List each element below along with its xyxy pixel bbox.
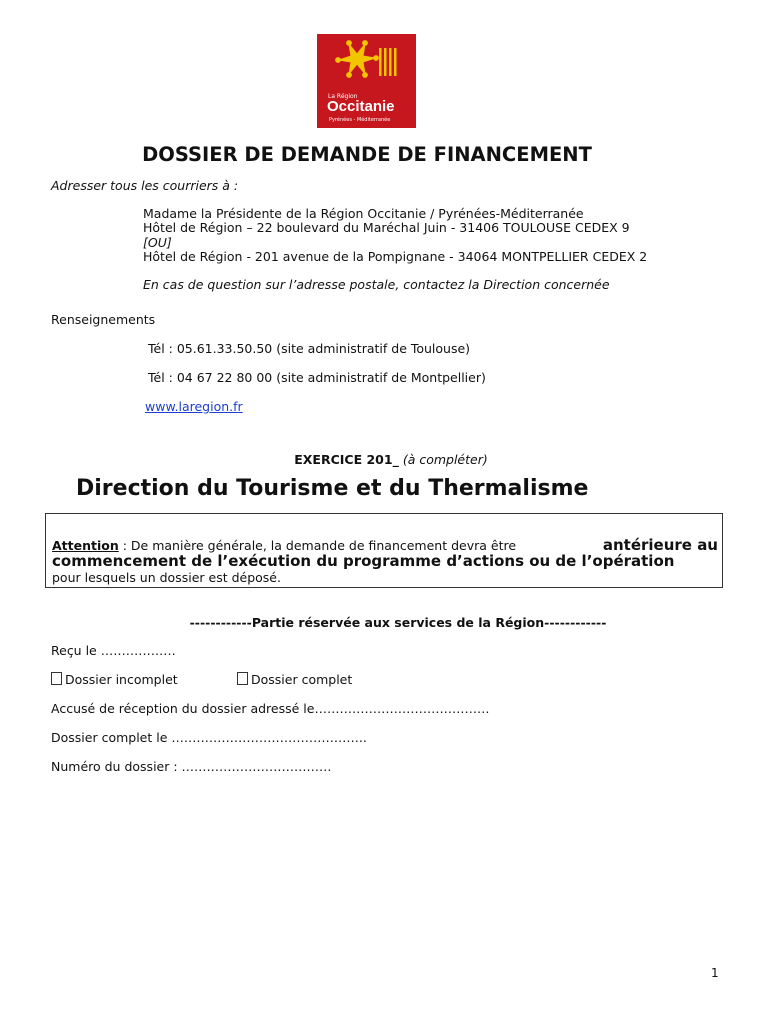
page-number: 1 — [711, 966, 719, 980]
address-line-or: [OU] — [143, 235, 172, 250]
attention-box — [45, 513, 723, 588]
dossier-complet-option[interactable] — [237, 672, 352, 687]
address-line-2: Hôtel de Région – 22 boulevard du Maréchal Juin - 31406 TOULOUSE CEDEX 9 — [143, 220, 630, 235]
renseignements-heading: Renseignements — [51, 312, 156, 327]
dossier-complet-label: Dossier complet — [251, 672, 353, 687]
accuse-reception: Accusé de réception du dossier adressé le…………………………………… — [51, 701, 490, 716]
address-line-3: Hôtel de Région - 201 avenue de la Pompignane - 34064 MONTPELLIER CEDEX 2 — [143, 249, 648, 264]
exercice-label: EXERCICE 201_ — [294, 452, 399, 467]
dossier-incomplet-option[interactable] — [51, 672, 178, 687]
dossier-complet-le: Dossier complet le ……………………………………….. — [51, 730, 367, 745]
recu-le: Reçu le ……………… — [51, 643, 176, 658]
exercice-line — [0, 452, 770, 467]
direction-title: Direction du Tourisme et du Thermalisme — [76, 476, 589, 501]
checkbox-icon[interactable] — [51, 672, 62, 685]
reserved-heading: ------------Partie réservée aux services de la Région------------ — [189, 615, 607, 630]
document-title: DOSSIER DE DEMANDE DE FINANCEMENT — [142, 143, 592, 166]
logo-subtitle: Pyrénées - Méditerranée — [329, 117, 391, 123]
logo-small-text: La Région — [328, 93, 358, 100]
numero-dossier: Numéro du dossier : ……………………………… — [51, 759, 332, 774]
occitan-cross-icon — [317, 34, 416, 94]
address-intro: Adresser tous les courriers à : — [51, 178, 239, 193]
website-link[interactable]: www.laregion.fr — [145, 399, 243, 414]
exercice-note: (à compléter) — [402, 452, 488, 467]
attention-label: Attention — [52, 538, 119, 553]
attention-emphasis-1: antérieure au — [602, 536, 718, 554]
attention-text-end: pour lesquels un dossier est déposé. — [52, 570, 281, 585]
phone-montpellier: Tél : 04 67 22 80 00 (site administratif de Montpellier) — [148, 370, 486, 385]
attention-emphasis-2: commencement de l’exécution du programme d’actions ou de l’opération — [52, 552, 675, 570]
address-line-1: Madame la Présidente de la Région Occitanie / Pyrénées-Méditerranée — [143, 206, 584, 221]
address-question-note: En cas de question sur l’adresse postale, contactez la Direction concernée — [143, 277, 610, 292]
checkbox-icon[interactable] — [237, 672, 248, 685]
region-occitanie-logo — [317, 34, 416, 128]
dossier-incomplet-label: Dossier incomplet — [65, 672, 178, 687]
phone-toulouse: Tél : 05.61.33.50.50 (site administratif de Toulouse) — [148, 341, 471, 356]
attention-text-start: : De manière générale, la demande de financement devra être — [122, 538, 517, 553]
logo-name: Occitanie — [327, 98, 395, 115]
